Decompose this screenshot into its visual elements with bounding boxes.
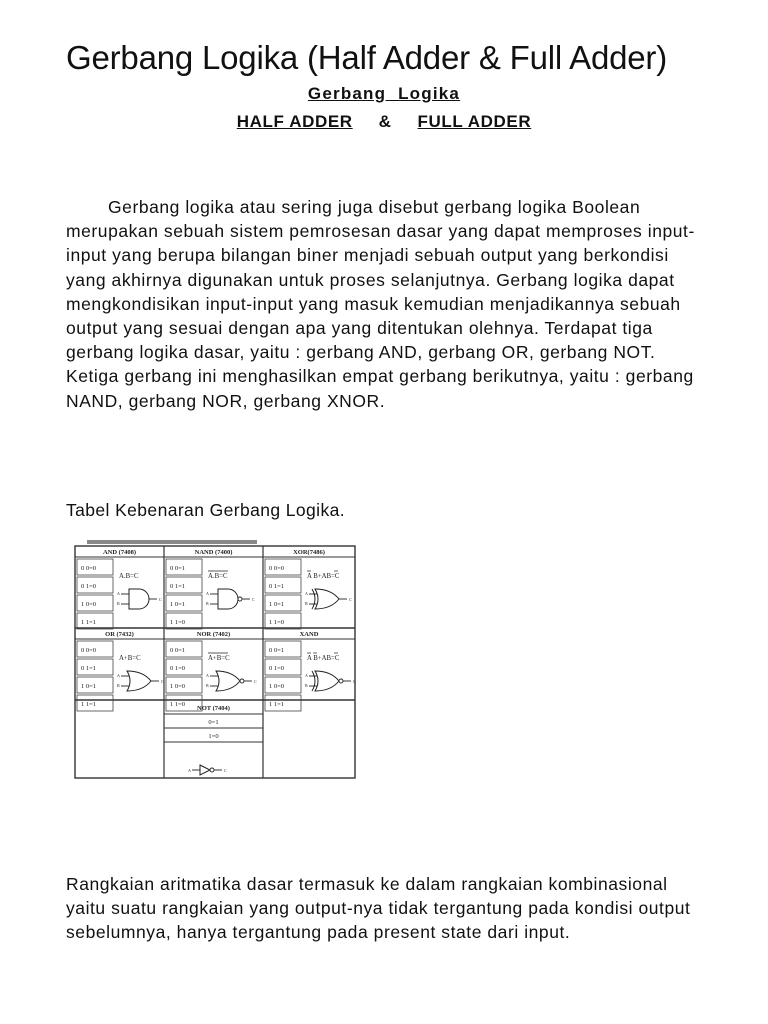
page-title: Gerbang Logika (Half Adder & Full Adder) [66, 39, 668, 76]
truth-row: 1 1=0 [170, 701, 186, 708]
svg-text:B: B [206, 601, 209, 606]
svg-text:C: C [353, 679, 356, 684]
subtitle-half-adder: HALF ADDER [236, 112, 353, 131]
paragraph-arithmetic: Rangkaian aritmatika dasar termasuk ke dalam rangkaian kombinasional yaitu suatu rangkaian yang output-nya tidak tergantung pada kondisi output sebelumnya, hanya tergantung pada present state dari input. [66, 874, 691, 943]
block-header: AND (7408) [102, 549, 137, 556]
svg-text:B: B [206, 683, 209, 688]
truth-row: 1 0=1 [170, 601, 186, 608]
block-header: NAND (7400) [194, 549, 233, 556]
truth-row: 0 1=1 [269, 583, 285, 590]
svg-text:C: C [254, 679, 257, 684]
svg-text:C: C [349, 597, 352, 602]
subtitle-full-adder: FULL ADDER [417, 112, 532, 131]
formula-text: A+B=C [208, 655, 230, 662]
svg-text:B: B [117, 683, 120, 688]
block-header: XAND [299, 631, 319, 638]
svg-text:B: B [117, 601, 120, 606]
formula-text: A+B=C [119, 655, 141, 662]
truth-row: 1 1=1 [269, 701, 285, 708]
truth-row: 1 1=0 [269, 619, 285, 626]
truth-row: 0 1=0 [81, 583, 97, 590]
svg-text:A: A [117, 673, 120, 678]
svg-text:A: A [117, 591, 120, 596]
block-header: NOR (7402) [196, 631, 231, 638]
truth-row: 1 0=0 [170, 683, 186, 690]
subtitle-ampersand: & [378, 112, 392, 131]
truth-row: 0 1=1 [170, 583, 186, 590]
svg-text:B: B [305, 683, 308, 688]
formula-text: A.B=C [119, 573, 139, 580]
formula-text: A B+AB=C [307, 655, 340, 662]
svg-text:A: A [305, 673, 308, 678]
truth-row: 0=1 [208, 719, 219, 726]
truth-row: 1 0=1 [269, 601, 285, 608]
truth-row: 0 1=0 [170, 665, 186, 672]
block-header: XOR(7486) [293, 549, 325, 556]
subtitle-adders [0, 112, 768, 132]
truth-row: 0 0=1 [170, 565, 186, 572]
svg-text:C: C [159, 597, 162, 602]
block-header: NOT (7404) [197, 705, 230, 712]
svg-text:C: C [252, 597, 255, 602]
svg-text:A: A [206, 673, 209, 678]
svg-text:B: B [305, 601, 308, 606]
truth-row: 0 0=0 [81, 647, 97, 654]
table-caption: Tabel Kebenaran Gerbang Logika. [66, 500, 345, 520]
truth-row: 0 0=1 [269, 647, 285, 654]
truth-row: 1 1=1 [81, 619, 97, 626]
truth-row: 1 0=1 [81, 683, 97, 690]
formula-text: A.B=C [208, 573, 228, 580]
truth-row: 1 1=0 [170, 619, 186, 626]
truth-row: 0 1=1 [81, 665, 97, 672]
truth-table-figure [67, 540, 358, 780]
truth-row: 1 1=1 [81, 701, 97, 708]
svg-text:C: C [224, 768, 227, 773]
truth-table-svg [67, 540, 358, 780]
block-header: OR (7432) [105, 631, 134, 638]
formula-text: A B+AB=C [307, 573, 340, 580]
truth-row: 1 0=0 [81, 601, 97, 608]
paragraph-intro: Gerbang logika atau sering juga disebut gerbang logika Boolean merupakan sebuah sistem pemrosesan dasar yang dapat memproses input-input yang berupa bilangan biner menjadi sebuah output yang berkondisi yang akhirnya digunakan untuk proses selanjutnya. Gerbang logika dapat mengkondisikan input-input yang masuk kemudian menjadikannya sebuah output yang sesuai dengan apa yang ditentukan olehnya. Terdapat tiga gerbang logika dasar, yaitu : gerbang AND, gerbang OR, gerbang NOT. Ketiga gerbang ini menghasilkan empat gerbang berikutnya, yaitu : gerbang NAND, gerbang NOR, gerbang XNOR. [66, 197, 695, 411]
svg-text:A: A [206, 591, 209, 596]
svg-text:A: A [305, 591, 308, 596]
subtitle-gerbang-logika: Gerbang Logika [307, 84, 461, 103]
svg-text:A: A [188, 768, 191, 773]
truth-row: 0 0=1 [170, 647, 186, 654]
truth-row: 1 0=0 [269, 683, 285, 690]
truth-row: 0 0=0 [81, 565, 97, 572]
truth-row: 1=0 [208, 733, 219, 740]
svg-text:C: C [161, 679, 164, 684]
truth-row: 0 1=0 [269, 665, 285, 672]
truth-row: 0 0=0 [269, 565, 285, 572]
